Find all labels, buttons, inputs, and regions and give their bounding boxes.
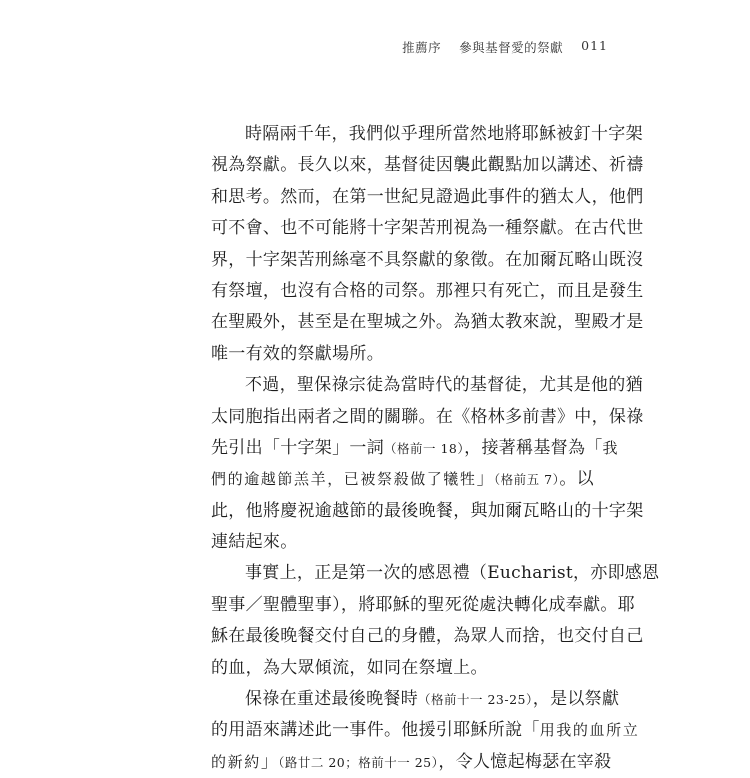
scripture-citation: （格前一 18） <box>384 440 465 456</box>
text-run: ，令人憶起梅瑟在宰殺 <box>438 751 612 772</box>
text-run: 」 <box>476 469 494 490</box>
paragraph-line <box>211 119 643 150</box>
scripture-citation: （格前五 7） <box>493 472 560 488</box>
text-run: 有祭壇，也沒有合格的司祭。那裡只有死亡，而且是發生 <box>211 280 644 301</box>
header-chapter-title: 參與基督愛的祭獻 <box>459 40 564 55</box>
text-run: 。以 <box>559 469 594 490</box>
text-run: 太同胞指出兩者之間的關聯。在《格林多前書》中，保祿 <box>211 406 644 427</box>
paragraph-line <box>211 621 644 652</box>
text-run: ，是以祭獻 <box>532 689 620 710</box>
paragraph-line <box>211 182 644 213</box>
paragraph-line <box>211 715 640 746</box>
paragraph-line <box>211 213 644 244</box>
paragraph-line <box>211 150 644 181</box>
text-run: 聖事／聖體聖事），將耶穌的聖死從處決轉化成奉獻。耶 <box>211 594 635 615</box>
scripture-quote: 我 <box>602 438 620 457</box>
paragraph-line <box>211 433 620 464</box>
text-run: 連結起來。 <box>211 532 298 553</box>
text-run: 和思考。然而，在第一世紀見證過此事件的猶太人，他們 <box>211 186 644 207</box>
text-run: 視為祭獻。長久以來，基督徒因襲此觀點加以講述、祈禱 <box>211 155 644 176</box>
text-run: 可不會、也不可能將十字架苦刑視為一種祭獻。在古代世 <box>211 218 644 239</box>
text-run: 時隔兩千年，我們似乎理所當然地將耶穌被釘十字架 <box>245 124 643 144</box>
text-run: 先引出「十字架」一詞 <box>211 437 384 458</box>
text-run: 界，十字架苦刑絲毫不具祭獻的象徵。在加爾瓦略山既沒 <box>211 249 644 270</box>
running-header <box>402 38 608 56</box>
paragraph-line <box>211 653 573 684</box>
paragraph-line <box>211 307 644 338</box>
scripture-quote: 們的逾越節羔羊，已被祭殺做了犧牲 <box>211 470 477 489</box>
scripture-quote: 的新約 <box>211 752 261 771</box>
text-run: 穌在最後晚餐交付自己的身體，為眾人而捨，也交付自己 <box>211 626 644 647</box>
text-run: ，接著稱基督為「 <box>464 437 603 458</box>
text-run: 唯一有效的祭獻場所。 <box>211 343 384 364</box>
text-run: 的血，為大眾傾流，如同在祭壇上。 <box>211 657 488 678</box>
text-run: 保祿在重述最後晚餐時 <box>245 689 418 710</box>
paragraph-line <box>211 590 635 621</box>
paragraph-line <box>211 245 644 276</box>
paragraph-line <box>211 276 644 307</box>
paragraph-line <box>211 339 573 370</box>
scripture-citation: （路廿二 20；格前十一 25） <box>278 754 439 770</box>
paragraph-line <box>211 747 612 778</box>
paragraph-line <box>211 464 594 495</box>
page-number: 011 <box>581 38 608 53</box>
text-run: 此，他將慶祝逾越節的最後晚餐，與加爾瓦略山的十字架 <box>211 500 644 521</box>
paragraph-line <box>211 684 620 715</box>
text-run: 不過，聖保祿宗徒為當時代的基督徒，尤其是他的猶 <box>245 375 643 396</box>
paragraph-line <box>211 496 644 527</box>
paragraph-line <box>211 558 660 589</box>
text-run: 的用語來講述此一事件。他援引耶穌所說「 <box>211 720 540 741</box>
body-text <box>211 119 660 778</box>
header-section-label: 推薦序 <box>402 40 442 55</box>
text-run: 在聖殿外，甚至是在聖城之外。為猶太教來說，聖殿才是 <box>211 312 644 333</box>
text-run: 事實上，正是第一次的感恩禮（Eucharist，亦即感恩 <box>245 563 660 584</box>
scripture-quote: 用我的血所立 <box>539 721 640 740</box>
scripture-citation: （格前十一 23-25） <box>418 692 533 708</box>
paragraph-line <box>211 527 573 558</box>
paragraph-line <box>211 370 643 401</box>
text-run: 」 <box>260 751 279 772</box>
paragraph-line <box>211 402 644 433</box>
